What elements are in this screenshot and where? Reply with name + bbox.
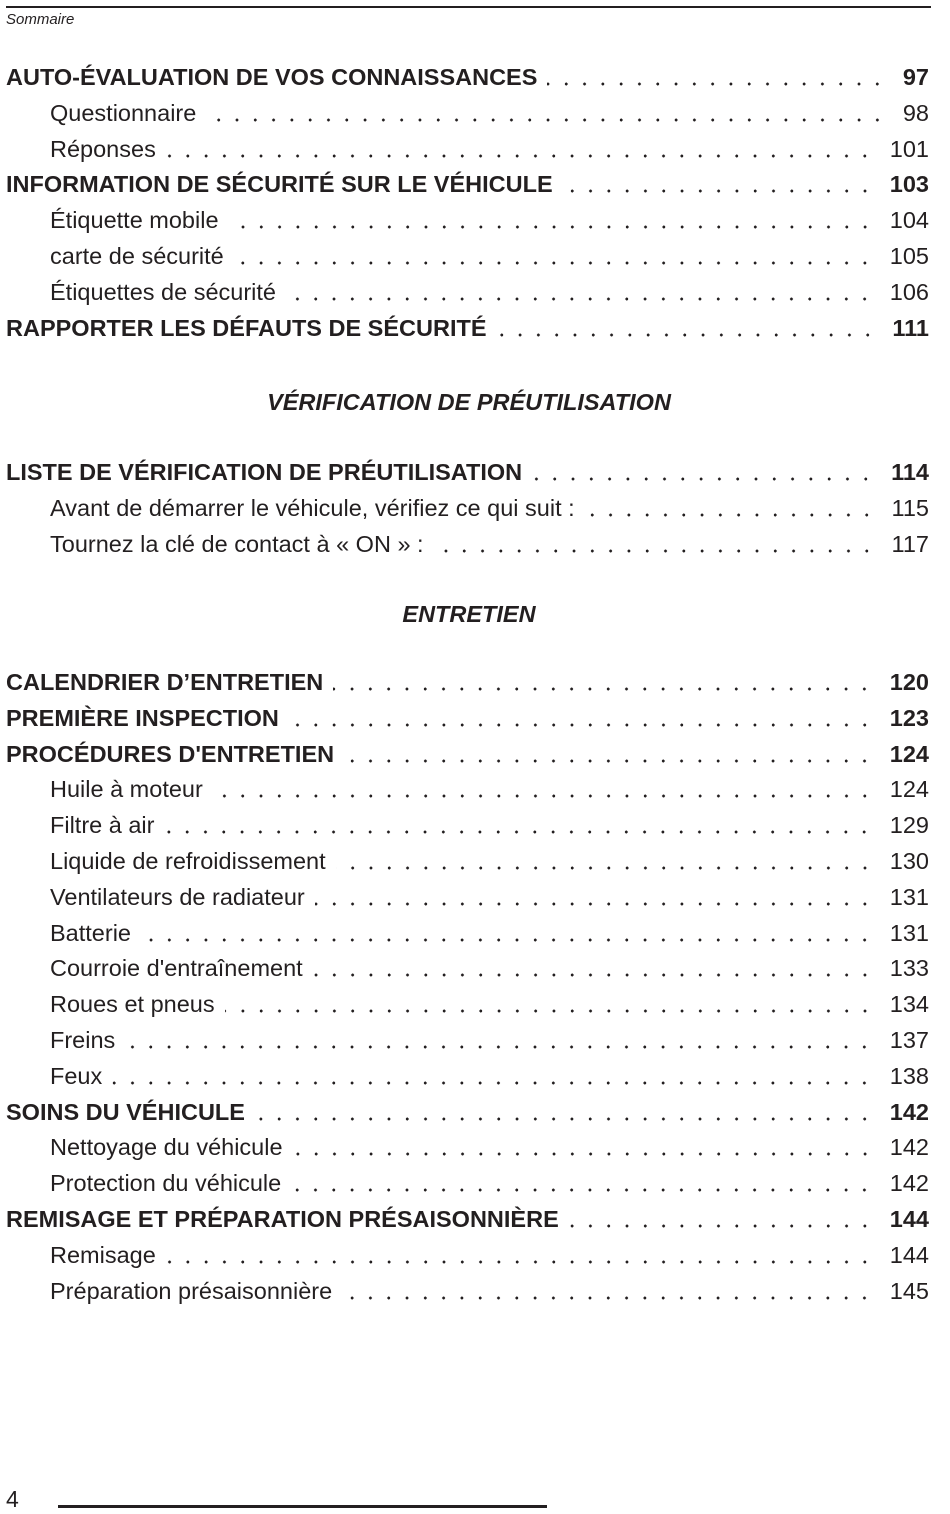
toc-entry-label: Avant de démarrer le véhicule, vérifiez ce qui suit : — [50, 494, 575, 521]
dot-leader — [532, 477, 875, 481]
toc-chapter-entry[interactable] — [6, 315, 929, 345]
dot-leader — [344, 759, 874, 763]
toc-entry-page: 120 — [889, 669, 929, 695]
toc-entry-page: 145 — [889, 1277, 929, 1304]
toc-entry-label: Questionnaire — [50, 99, 197, 126]
toc-entry-label: Tournez la clé de contact à « ON » : — [50, 530, 424, 557]
dot-leader — [547, 82, 886, 86]
dot-leader — [234, 261, 874, 265]
toc-entry-page: 98 — [902, 99, 929, 126]
toc-entry-label: Filtre à air — [50, 812, 155, 839]
toc-subentry[interactable] — [50, 207, 929, 237]
toc-chapter-entry[interactable] — [6, 1206, 929, 1236]
toc-entry-label: Préparation présaisonnière — [50, 1277, 333, 1304]
toc-entry-label: CALENDRIER D’ENTRETIEN — [6, 669, 324, 695]
toc-entry-label: Feux — [50, 1062, 103, 1089]
toc-entry-page: 124 — [889, 776, 929, 803]
header-rule — [6, 6, 931, 8]
toc-entry-page: 106 — [889, 278, 929, 305]
toc-entry-label: AUTO-ÉVALUATION DE VOS CONNAISSANCES — [6, 64, 538, 90]
dot-leader — [497, 333, 877, 337]
dot-leader — [213, 794, 874, 798]
toc-chapter-entry[interactable] — [6, 741, 929, 771]
toc-entry-page: 142 — [889, 1170, 929, 1197]
dot-leader — [255, 1117, 874, 1121]
toc-entry-label: Liquide de refroidissement — [50, 848, 326, 874]
toc-entry-page: 111 — [892, 314, 929, 341]
toc-entry-page: 104 — [889, 207, 929, 234]
dot-leader — [313, 973, 874, 977]
toc-entry-page: 105 — [889, 243, 929, 269]
toc-subentry[interactable] — [50, 495, 929, 525]
toc-entry-label: Remisage — [50, 1241, 156, 1268]
toc-subentry[interactable] — [50, 991, 929, 1021]
toc-entry-page: 103 — [889, 171, 929, 198]
dot-leader — [434, 549, 876, 553]
toc-subentry[interactable] — [50, 776, 929, 806]
toc-entry-label: Nettoyage du véhicule — [50, 1134, 283, 1161]
toc-entry-label: Roues et pneus — [50, 991, 215, 1018]
toc-entry-label: Huile à moteur — [50, 776, 203, 803]
dot-leader — [164, 830, 873, 834]
toc-entry-label: carte de sécurité — [50, 243, 224, 269]
toc-entry-label: REMISAGE ET PRÉPARATION PRÉSAISONNIÈRE — [6, 1206, 559, 1232]
toc-entry-page: 131 — [889, 883, 929, 910]
toc-subentry[interactable] — [50, 1170, 929, 1200]
toc-subentry[interactable] — [50, 1027, 929, 1057]
toc-chapter-entry[interactable] — [6, 1099, 929, 1129]
dot-leader — [289, 723, 874, 727]
dot-leader — [125, 1045, 873, 1049]
toc-entry-label: PROCÉDURES D'ENTRETIEN — [6, 740, 335, 767]
toc-entry-page: 133 — [889, 955, 929, 982]
toc-entry-label: SOINS DU VÉHICULE — [6, 1098, 245, 1125]
toc-chapter-entry[interactable] — [6, 171, 929, 201]
toc-chapter-entry[interactable] — [6, 669, 929, 699]
toc-entry-page: 138 — [889, 1062, 929, 1089]
toc-subentry[interactable] — [50, 1278, 929, 1308]
toc-entry-page: 97 — [902, 64, 929, 90]
toc-entry-page: 131 — [889, 919, 929, 946]
dot-leader — [336, 866, 874, 870]
toc-subentry[interactable] — [50, 100, 929, 130]
dot-leader — [166, 154, 874, 158]
toc-entry-label: LISTE DE VÉRIFICATION DE PRÉUTILISATION — [6, 459, 523, 485]
toc-entry-page: 129 — [889, 812, 929, 839]
dot-leader — [141, 938, 874, 942]
dot-leader — [206, 118, 887, 122]
toc-entry-page: 130 — [889, 848, 929, 874]
dot-leader — [291, 1188, 874, 1192]
running-head: Sommaire — [6, 11, 75, 28]
dot-leader — [166, 1260, 874, 1264]
toc-chapter-entry[interactable] — [6, 459, 929, 489]
dot-leader — [333, 687, 874, 691]
section-title: VÉRIFICATION DE PRÉUTILISATION — [267, 389, 671, 415]
dot-leader — [286, 297, 874, 301]
toc-subentry[interactable] — [50, 1063, 929, 1093]
toc-entry-page: 101 — [889, 135, 929, 162]
toc-entry-label: PREMIÈRE INSPECTION — [6, 704, 279, 731]
dot-leader — [229, 225, 874, 229]
dot-leader — [585, 513, 876, 517]
toc-entry-page: 144 — [889, 1241, 929, 1268]
page-number: 4 — [6, 1486, 19, 1512]
dot-leader — [225, 1009, 874, 1013]
toc-subentry[interactable] — [50, 920, 929, 950]
toc-entry-label: Réponses — [50, 135, 156, 162]
toc-subentry[interactable] — [50, 848, 929, 878]
toc-entry-label: Freins — [50, 1027, 116, 1053]
toc-chapter-entry[interactable] — [6, 705, 929, 735]
dot-leader — [569, 1224, 874, 1228]
dot-leader — [563, 189, 874, 193]
toc-entry-page: 123 — [889, 704, 929, 731]
toc-entry-label: Batterie — [50, 919, 131, 946]
toc-chapter-entry[interactable] — [6, 64, 929, 94]
toc-entry-label: Courroie d'entraînement — [50, 955, 303, 982]
toc-subentry[interactable] — [50, 136, 929, 166]
dot-leader — [293, 1152, 874, 1156]
toc-entry-label: Ventilateurs de radiateur — [50, 883, 305, 910]
toc-subentry[interactable] — [50, 1134, 929, 1164]
toc-entry-page: 142 — [889, 1098, 929, 1125]
toc-entry-page: 124 — [889, 740, 929, 767]
toc-subentry[interactable] — [50, 955, 929, 985]
toc-subentry[interactable] — [50, 1242, 929, 1272]
toc-subentry[interactable] — [50, 243, 929, 273]
toc-entry-label: INFORMATION DE SÉCURITÉ SUR LE VÉHICULE — [6, 171, 553, 198]
toc-subentry[interactable] — [50, 279, 929, 309]
toc-entry-page: 115 — [891, 494, 929, 521]
toc-entry-page: 142 — [889, 1134, 929, 1161]
toc-subentry[interactable] — [50, 884, 929, 914]
toc-entry-label: Étiquette mobile — [50, 207, 219, 234]
toc-entry-label: Étiquettes de sécurité — [50, 278, 276, 305]
toc-entry-page: 117 — [891, 530, 929, 557]
dot-leader — [315, 902, 874, 906]
toc-entry-page: 134 — [889, 991, 929, 1018]
toc-entry-page: 114 — [891, 459, 929, 485]
footer-rule — [58, 1505, 547, 1508]
toc-entry-label: RAPPORTER LES DÉFAUTS DE SÉCURITÉ — [6, 314, 487, 341]
toc-entry-label: Protection du véhicule — [50, 1170, 282, 1197]
dot-leader — [112, 1081, 874, 1085]
dot-leader — [342, 1296, 874, 1300]
toc-subentry[interactable] — [50, 812, 929, 842]
section-title: ENTRETIEN — [402, 601, 536, 627]
toc-entry-page: 144 — [889, 1206, 929, 1232]
toc-subentry[interactable] — [50, 531, 929, 561]
toc-entry-page: 137 — [889, 1027, 929, 1053]
